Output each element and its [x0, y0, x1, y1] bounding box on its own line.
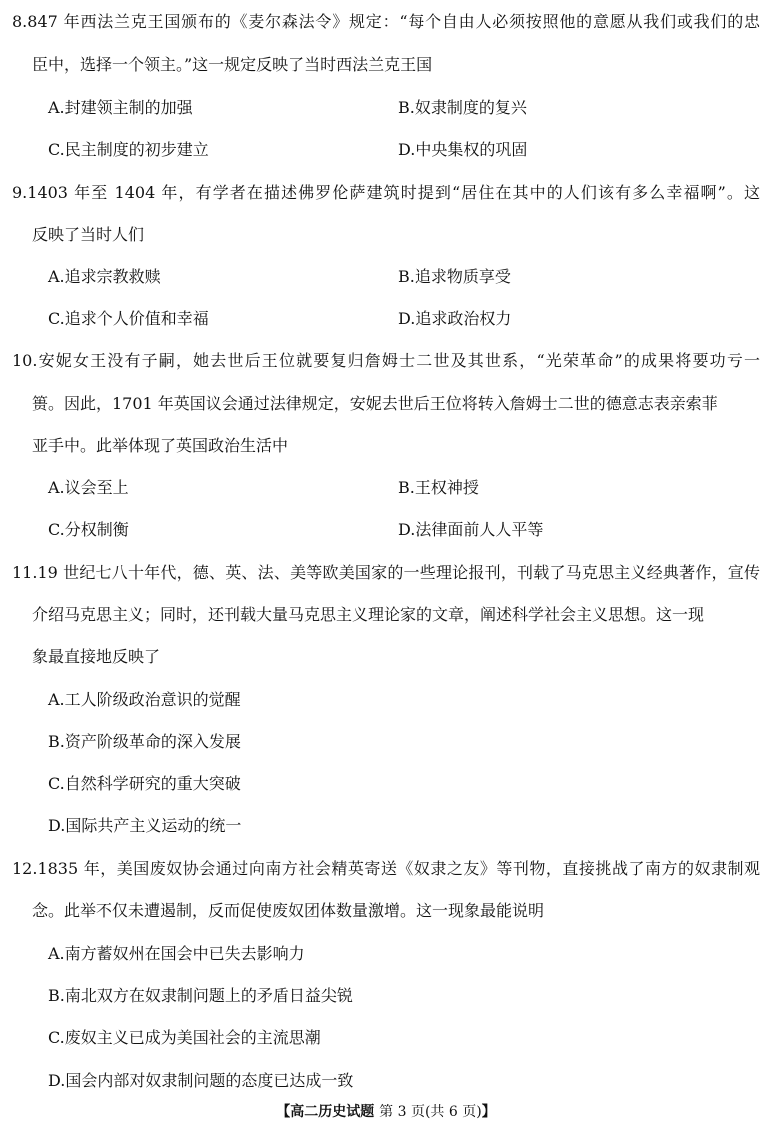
question-11-option-b: B.资产阶级革命的深入发展: [48, 732, 241, 751]
question-11-option-a: A.工人阶级政治意识的觉醒: [48, 690, 241, 709]
question-10-text-line-3: 亚手中。此举体现了英国政治生活中: [32, 436, 289, 455]
question-10-option-c: C.分权制衡: [48, 520, 129, 539]
footer-close-bracket: 】: [481, 1104, 496, 1120]
question-10-option-b: B.王权神授: [398, 478, 479, 497]
question-12-option-d: D.国会内部对奴隶制问题的态度已达成一致: [48, 1071, 354, 1090]
question-9-text-line-1: 9.1403 年至 1404 年，有学者在描述佛罗伦萨建筑时提到“居住在其中的人们该有多么幸福啊”。这: [12, 183, 760, 202]
question-10-option-d: D.法律面前人人平等: [398, 520, 544, 539]
question-11-text-line-2: 介绍马克思主义；同时，还刊载大量马克思主义理论家的文章，阐述科学社会主义思想。这一现: [32, 605, 705, 624]
page-footer: [0, 1103, 772, 1121]
question-10-option-a: A.议会至上: [48, 478, 129, 497]
question-9-option-c: C.追求个人价值和幸福: [48, 309, 209, 328]
question-9-option-d: D.追求政治权力: [398, 309, 512, 328]
question-11-option-c: C.自然科学研究的重大突破: [48, 774, 241, 793]
footer-title: 【高二历史试题: [276, 1104, 375, 1120]
question-12-text-line-1: 12.1835 年，美国废奴协会通过向南方社会精英寄送《奴隶之友》等刊物，直接挑战了南方的奴隶制观: [12, 859, 760, 878]
question-8-option-a: A.封建领主制的加强: [48, 98, 193, 117]
question-12-option-c: C.废奴主义已成为美国社会的主流思潮: [48, 1028, 321, 1047]
question-8-option-c: C.民主制度的初步建立: [48, 140, 209, 159]
question-11-option-d: D.国际共产主义运动的统一: [48, 816, 242, 835]
question-12-option-b: B.南北双方在奴隶制问题上的矛盾日益尖锐: [48, 986, 353, 1005]
question-8-option-d: D.中央集权的巩固: [398, 140, 528, 159]
question-8-option-b: B.奴隶制度的复兴: [398, 98, 527, 117]
question-12-text-line-2: 念。此举不仅未遭遏制，反而促使废奴团体数量激增。这一现象最能说明: [32, 901, 545, 920]
question-12-option-a: A.南方蓄奴州在国会中已失去影响力: [48, 944, 305, 963]
question-10-text-line-1: 10.安妮女王没有子嗣，她去世后王位就要复归詹姆士二世及其世系，“光荣革命”的成果将要功亏一: [12, 351, 760, 370]
question-11-text-line-3: 象最直接地反映了: [32, 647, 161, 666]
question-8-text-line-1: 8.847 年西法兰克王国颁布的《麦尔森法令》规定：“每个自由人必须按照他的意愿从我们或我们的忠: [12, 12, 760, 31]
footer-page-number: 第 3 页(共 6 页): [379, 1104, 482, 1120]
question-8-text-line-2: 臣中，选择一个领主。”这一规定反映了当时西法兰克王国: [32, 55, 433, 74]
question-9-text-line-2: 反映了当时人们: [32, 225, 145, 244]
question-11-text-line-1: 11.19 世纪七八十年代，德、英、法、美等欧美国家的一些理论报刊，刊载了马克思主义经典著作，宣传: [12, 563, 760, 582]
question-9-option-a: A.追求宗教救赎: [48, 267, 161, 286]
question-9-option-b: B.追求物质享受: [398, 267, 511, 286]
question-10-text-line-2: 篑。因此，1701 年英国议会通过法律规定，安妮去世后王位将转入詹姆士二世的德意志表亲索菲: [32, 394, 718, 413]
